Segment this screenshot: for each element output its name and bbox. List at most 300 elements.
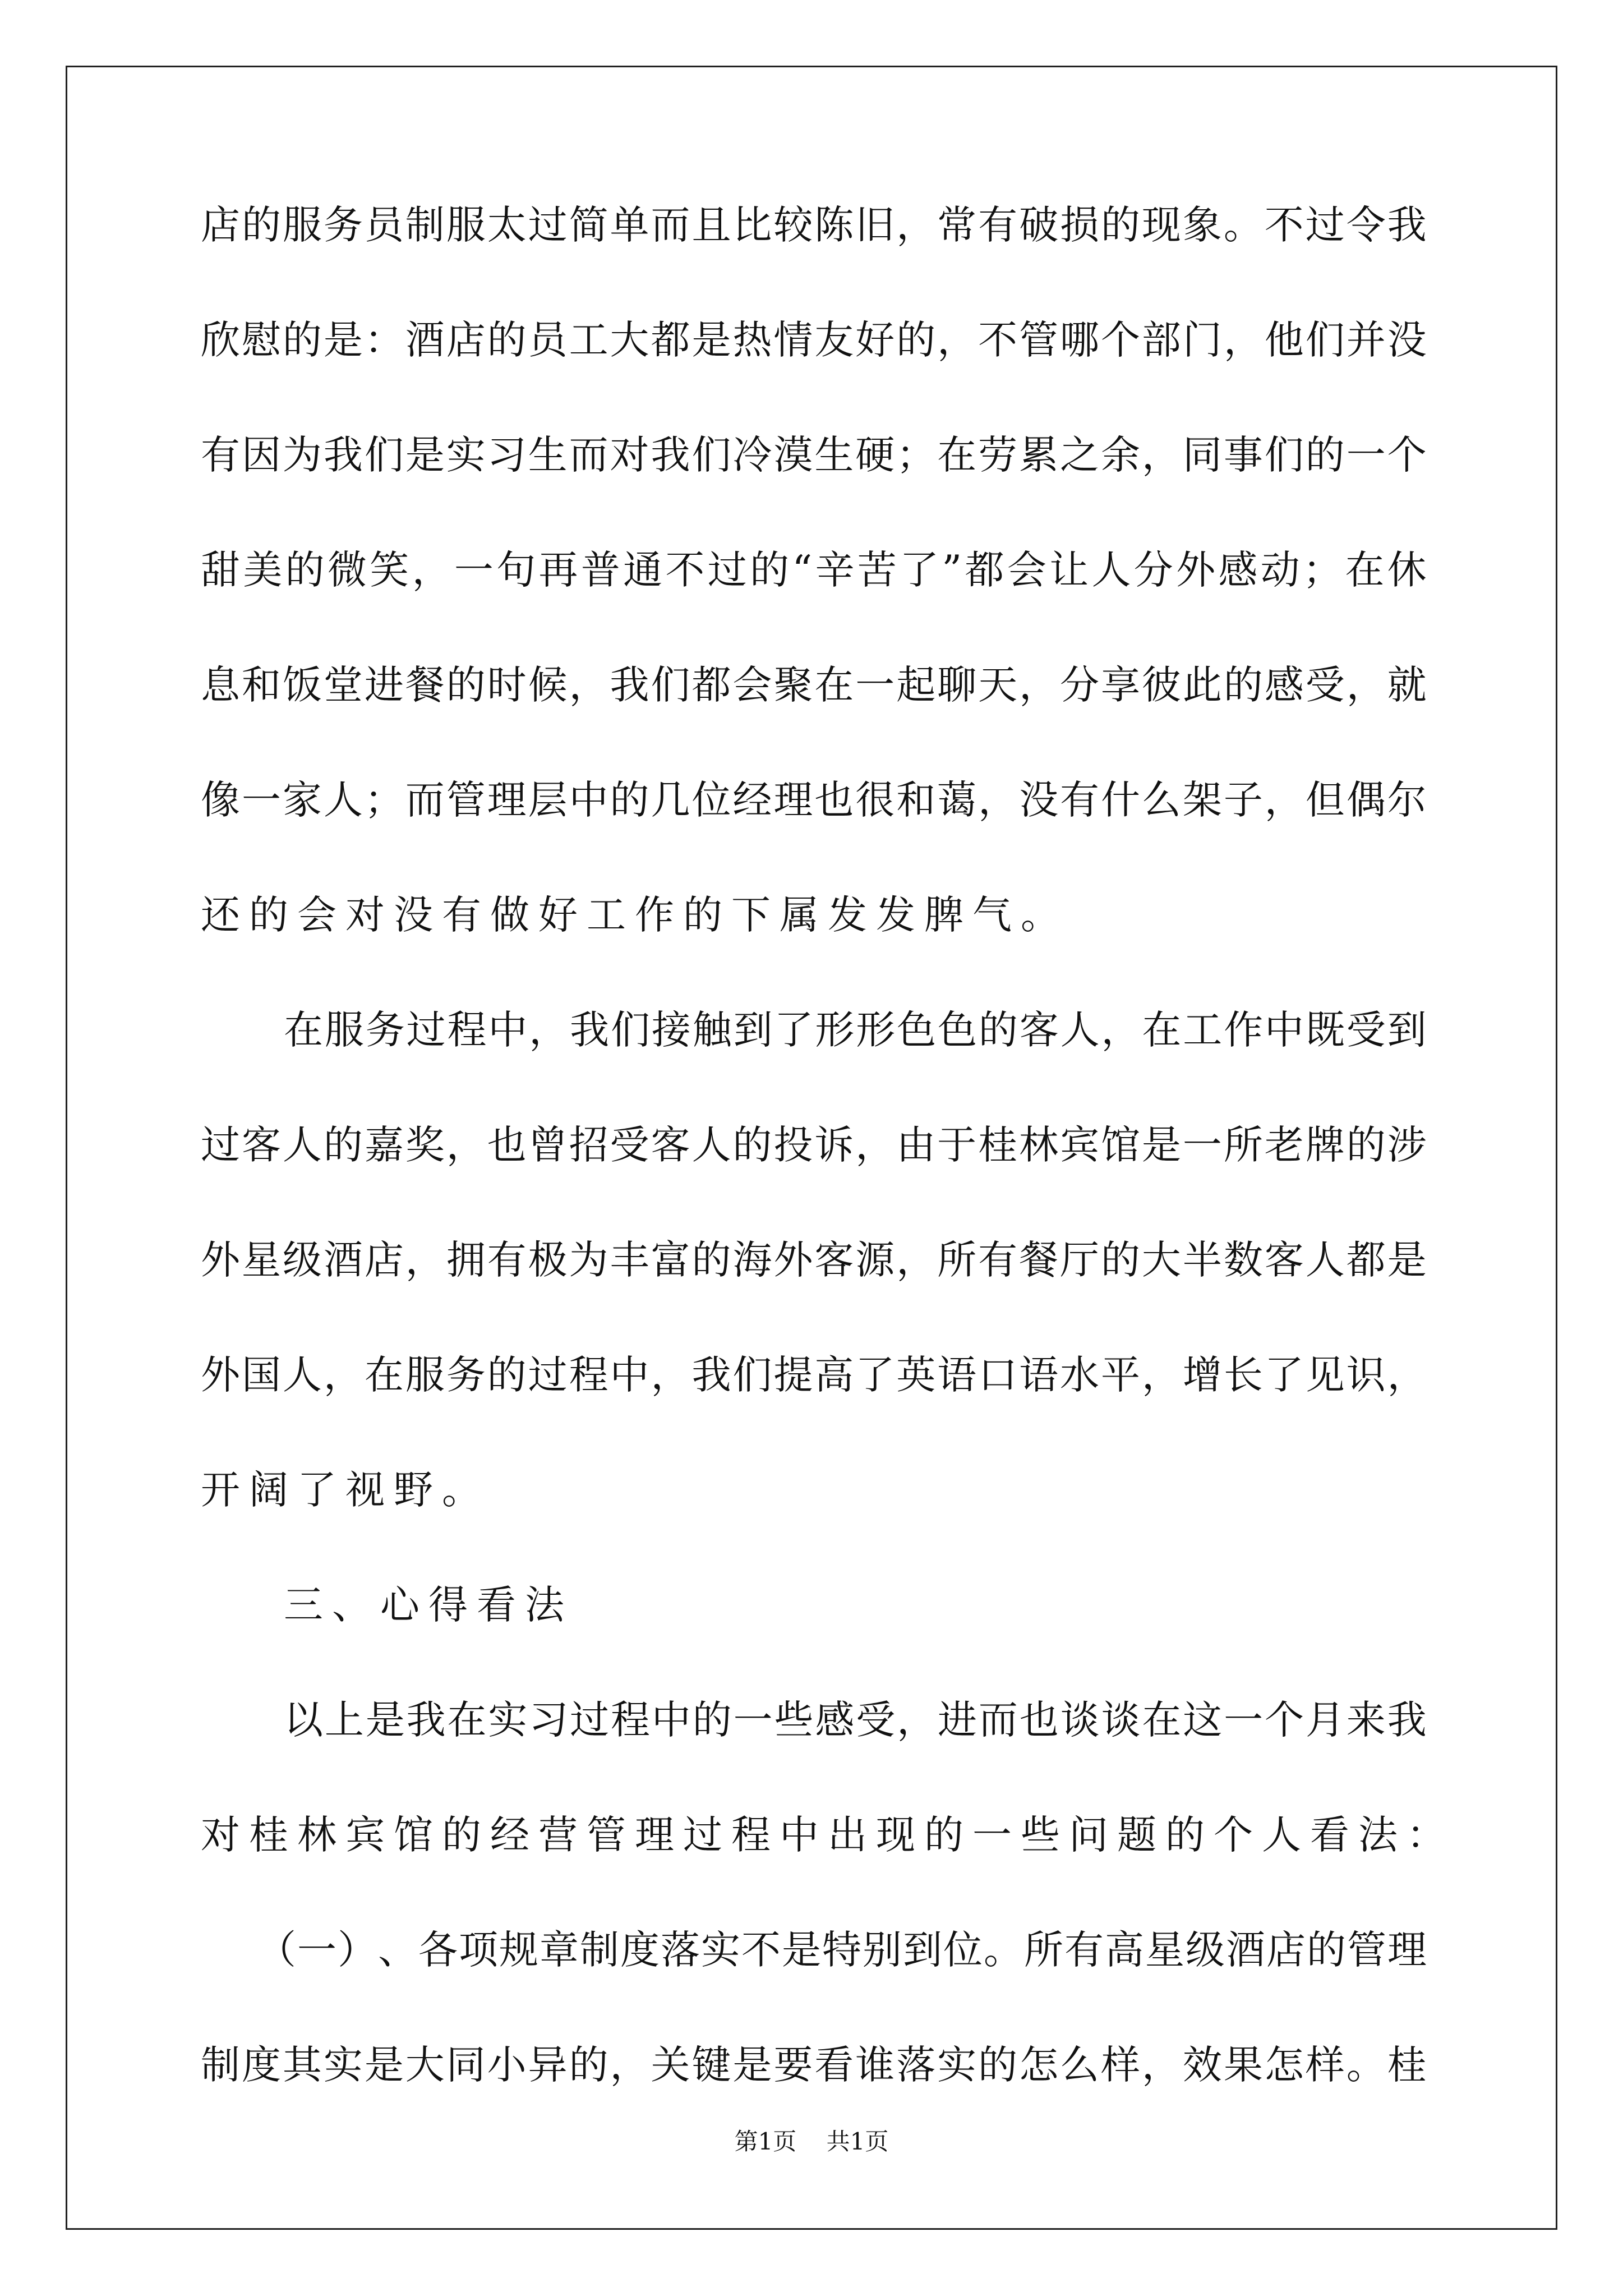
body-char: 在 <box>447 1697 487 1743</box>
body-char: 高 <box>1105 1927 1144 1973</box>
body-char: 落 <box>896 2042 936 2088</box>
body-char: 人 <box>1091 547 1131 593</box>
body-char: 所 <box>1024 1927 1063 1973</box>
body-char: 有 <box>978 1237 1018 1283</box>
body-char: 源 <box>855 1237 895 1283</box>
body-char: 了 <box>774 1007 814 1053</box>
body-line <box>201 1349 1427 1402</box>
body-line <box>201 1694 1427 1747</box>
body-char: 别 <box>863 1927 902 1973</box>
body-char: 的 <box>569 2042 608 2088</box>
body-char: 不 <box>978 317 1018 363</box>
body-char: ， <box>412 547 451 593</box>
body-char: 月 <box>1305 1697 1345 1743</box>
body-char: 由 <box>896 1122 936 1168</box>
body-char: 门 <box>1182 317 1222 363</box>
body-char: 落 <box>661 1927 700 1973</box>
body-char: 是 <box>323 317 363 363</box>
body-char: 个 <box>1265 1697 1304 1743</box>
body-char: 我 <box>323 432 363 478</box>
body-char: 中 <box>488 1007 528 1053</box>
body-char: 象 <box>1182 202 1222 248</box>
body-char: 的 <box>610 777 649 823</box>
body-char: 并 <box>1346 317 1386 363</box>
body-char: 的 <box>978 1007 1018 1053</box>
body-char: 的 <box>1100 202 1140 248</box>
body-char: 么 <box>1141 777 1181 823</box>
body-char: 情 <box>773 317 813 363</box>
body-char: 的 <box>285 547 325 593</box>
body-char: 识 <box>1346 1352 1386 1398</box>
body-char: 也 <box>1019 1697 1059 1743</box>
body-char: 而 <box>978 1697 1018 1743</box>
body-char: 苦 <box>857 547 897 593</box>
body-char: 进 <box>364 662 404 708</box>
body-char: 的 <box>446 662 486 708</box>
body-char: 在 <box>1142 1697 1182 1743</box>
body-char: 累 <box>1019 432 1059 478</box>
body-char: 太 <box>487 202 527 248</box>
body-char: 要 <box>773 2042 813 2088</box>
body-char: 了 <box>900 547 939 593</box>
body-char: 同 <box>446 2042 486 2088</box>
body-char: 也 <box>814 777 854 823</box>
body-char: 到 <box>903 1927 942 1973</box>
body-char: 过 <box>707 547 747 593</box>
body-char: 效 <box>1182 2042 1222 2088</box>
body-char: 进 <box>938 1697 977 1743</box>
body-line <box>201 1234 1427 1287</box>
body-char: 色 <box>897 1007 937 1053</box>
body-char: ， <box>610 2042 649 2088</box>
body-char: 感 <box>1264 662 1304 708</box>
body-char: 形 <box>815 1007 855 1053</box>
body-char: 起 <box>896 662 936 708</box>
body-char: ， <box>1141 432 1181 478</box>
body-char: 程 <box>569 1352 608 1398</box>
body-char: 英 <box>896 1352 936 1398</box>
body-char: 热 <box>732 317 772 363</box>
body-char: 们 <box>1264 432 1304 478</box>
body-char: 的 <box>487 317 527 363</box>
body-char: 位 <box>691 777 731 823</box>
body-char: 子 <box>1223 777 1263 823</box>
body-char: 海 <box>732 1237 772 1283</box>
body-char: 服 <box>324 1007 364 1053</box>
body-char: 有 <box>201 432 240 478</box>
body-char: 余 <box>1100 432 1140 478</box>
body-char: 在 <box>284 1007 323 1053</box>
page-number-footer: 第1页 共1页 <box>734 2128 889 2155</box>
body-char: 不 <box>1264 202 1304 248</box>
body-char: 像 <box>201 777 240 823</box>
body-char: 提 <box>773 1352 813 1398</box>
body-char: 什 <box>1100 777 1140 823</box>
body-char: 度 <box>620 1927 660 1973</box>
body-char: 常 <box>937 202 977 248</box>
body-char: 时 <box>487 662 527 708</box>
body-char: 务 <box>446 1352 486 1398</box>
body-char: 店 <box>1266 1927 1306 1973</box>
body-char: 在 <box>937 432 977 478</box>
body-char: 平 <box>1100 1352 1140 1398</box>
body-char: 一 <box>855 662 895 708</box>
body-char: 客 <box>651 1122 690 1168</box>
body-char: 谈 <box>1060 1697 1100 1743</box>
body-char: 、 <box>378 1927 417 1973</box>
body-char: 我 <box>651 432 690 478</box>
body-char: ， <box>446 1122 486 1168</box>
body-char: 旧 <box>855 202 895 248</box>
body-char: 了 <box>855 1352 895 1398</box>
body-line: 开阔了视野。 <box>201 1467 490 1513</box>
body-char: 所 <box>1223 1122 1263 1168</box>
body-char: 店 <box>201 202 240 248</box>
body-char: 的 <box>487 1352 527 1398</box>
body-char: 们 <box>651 662 690 708</box>
body-char: 位 <box>943 1927 983 1973</box>
body-char: 而 <box>405 777 445 823</box>
body-char: 的 <box>1305 432 1345 478</box>
body-char: 单 <box>610 202 649 248</box>
body-char: 果 <box>1223 2042 1263 2088</box>
body-char: 的 <box>750 547 790 593</box>
body-char: 过 <box>1305 202 1345 248</box>
body-char: 人 <box>691 1122 731 1168</box>
body-char: 口 <box>978 1352 1018 1398</box>
body-char: 到 <box>1387 1007 1427 1053</box>
body-char: 奖 <box>405 1122 445 1168</box>
body-char: 普 <box>580 547 620 593</box>
body-char: ， <box>1101 1007 1141 1053</box>
body-char: 经 <box>732 777 772 823</box>
body-char: 来 <box>1346 1697 1386 1743</box>
body-char: 半 <box>1182 1237 1222 1283</box>
body-char: ， <box>569 662 608 708</box>
body-char: 作 <box>1224 1007 1264 1053</box>
body-char: 偶 <box>1346 777 1386 823</box>
body-char: 令 <box>1346 202 1386 248</box>
body-char: 理 <box>1387 1927 1427 1973</box>
body-char: 是 <box>782 1927 821 1973</box>
body-char: 。 <box>1346 2042 1386 2088</box>
body-char: 酒 <box>405 317 445 363</box>
body-char: 生 <box>528 432 568 478</box>
body-char: ， <box>1223 317 1263 363</box>
body-char: 管 <box>1347 1927 1386 1973</box>
body-char: 中 <box>651 1697 691 1743</box>
body-char: 分 <box>1133 547 1173 593</box>
body-char: 我 <box>1387 202 1427 248</box>
body-char: 动 <box>1260 547 1300 593</box>
body-char: 过 <box>201 1122 240 1168</box>
body-char: 的 <box>241 202 281 248</box>
body-char: 这 <box>1183 1697 1223 1743</box>
body-char: 一 <box>454 547 494 593</box>
body-char: 的 <box>978 2042 1018 2088</box>
body-char: 的 <box>691 1237 731 1283</box>
body-line <box>201 774 1427 827</box>
body-line <box>201 544 1427 597</box>
body-char: 冷 <box>732 432 772 478</box>
body-char: 服 <box>282 202 322 248</box>
body-char: 员 <box>364 202 404 248</box>
body-char: 实 <box>323 2042 363 2088</box>
body-char: 么 <box>1060 2042 1100 2088</box>
body-char: 们 <box>364 432 404 478</box>
body-char: 都 <box>651 317 690 363</box>
body-char: 会 <box>732 662 772 708</box>
section-heading: 三、心得看法 <box>284 1582 573 1628</box>
body-char: 程 <box>611 1697 650 1743</box>
body-char: 的 <box>1100 1237 1140 1283</box>
body-char: 桂 <box>1387 2042 1427 2088</box>
body-char: 管 <box>1019 317 1059 363</box>
body-char: 同 <box>1182 432 1222 478</box>
body-char: 尔 <box>1387 777 1427 823</box>
body-char: 损 <box>1060 202 1100 248</box>
body-char: 务 <box>323 202 363 248</box>
body-char: 的 <box>1223 662 1263 708</box>
body-char: 丰 <box>610 1237 649 1283</box>
body-char: 我 <box>610 662 649 708</box>
body-char: 实 <box>446 432 486 478</box>
body-char: ， <box>1141 2042 1181 2088</box>
body-char: 生 <box>814 432 854 478</box>
body-char: ， <box>1387 1352 1427 1398</box>
body-char: 通 <box>623 547 663 593</box>
body-char: 们 <box>691 432 731 478</box>
body-char: 外 <box>773 1237 813 1283</box>
body-char: 服 <box>405 1352 445 1398</box>
body-char: 受 <box>856 1697 896 1743</box>
body-char: ， <box>855 1122 895 1168</box>
body-char: 异 <box>528 2042 568 2088</box>
body-char: 见 <box>1305 1352 1345 1398</box>
body-char: 度 <box>241 2042 281 2088</box>
body-char: 会 <box>1007 547 1046 593</box>
body-char: 有 <box>1060 777 1100 823</box>
body-char: ） <box>338 1927 377 1973</box>
body-line <box>201 1004 1427 1057</box>
body-char: 陈 <box>814 202 854 248</box>
body-char: ； <box>896 432 936 478</box>
body-char: ； <box>1303 547 1343 593</box>
body-char: 接 <box>651 1007 691 1053</box>
body-char: 比 <box>732 202 772 248</box>
body-char: 人 <box>1305 1237 1345 1283</box>
body-char: ， <box>1019 662 1059 708</box>
body-char: 美 <box>243 547 283 593</box>
body-char: 长 <box>1223 1352 1263 1398</box>
body-char: ， <box>897 1697 937 1743</box>
body-char: 人 <box>1060 1007 1100 1053</box>
body-char: 和 <box>896 777 936 823</box>
body-char: 制 <box>405 202 445 248</box>
body-char: 是 <box>691 317 731 363</box>
body-char: 感 <box>1218 547 1258 593</box>
body-char: ： <box>364 317 404 363</box>
body-char: 客 <box>814 1237 854 1283</box>
body-char: 部 <box>1141 317 1181 363</box>
body-char: 外 <box>1176 547 1216 593</box>
body-char: 富 <box>651 1237 690 1283</box>
body-char: 为 <box>569 1237 608 1283</box>
body-char: 饭 <box>282 662 322 708</box>
body-char: 一 <box>297 1927 336 1973</box>
body-char: 到 <box>733 1007 773 1053</box>
body-char: 的 <box>1346 1122 1386 1168</box>
body-char: 天 <box>978 662 1018 708</box>
body-char: 好 <box>855 317 895 363</box>
body-char: 聚 <box>773 662 813 708</box>
body-char: ， <box>529 1007 569 1053</box>
body-char: 息 <box>201 662 240 708</box>
body-char: 没 <box>1019 777 1059 823</box>
body-char: 事 <box>1223 432 1263 478</box>
body-char: 中 <box>569 777 608 823</box>
body-char: 再 <box>538 547 578 593</box>
body-char: 哪 <box>1060 317 1100 363</box>
body-char: 笑 <box>370 547 409 593</box>
body-char: 人 <box>323 777 363 823</box>
body-char: 候 <box>528 662 568 708</box>
body-char: 高 <box>814 1352 854 1398</box>
body-char: 馆 <box>1100 1122 1140 1168</box>
body-char: 级 <box>1186 1927 1225 1973</box>
body-char: 友 <box>814 317 854 363</box>
body-char: 实 <box>937 2042 977 2088</box>
body-char: 一 <box>1182 1122 1222 1168</box>
body-char: 在 <box>1345 547 1385 593</box>
body-char: 牌 <box>1305 1122 1345 1168</box>
body-char: 实 <box>701 1927 740 1973</box>
body-char: 过 <box>570 1697 610 1743</box>
body-char: 蔼 <box>937 777 977 823</box>
body-char: 客 <box>241 1122 281 1168</box>
body-char: 务 <box>365 1007 405 1053</box>
body-char: 我 <box>691 1352 731 1398</box>
body-char: 理 <box>487 777 527 823</box>
body-char: 劳 <box>978 432 1018 478</box>
body-line <box>201 1924 1427 1977</box>
body-char: 既 <box>1305 1007 1345 1053</box>
body-char: ， <box>651 1352 690 1398</box>
body-char: 招 <box>569 1122 608 1168</box>
body-char: 制 <box>580 1927 619 1973</box>
body-char: 也 <box>487 1122 527 1168</box>
body-char: 数 <box>1223 1237 1263 1283</box>
body-char: 诉 <box>814 1122 854 1168</box>
body-char: 有 <box>978 202 1018 248</box>
body-char: 店 <box>364 1237 404 1283</box>
body-char: 都 <box>691 662 731 708</box>
body-char: 就 <box>1387 662 1427 708</box>
body-char: 甜 <box>201 547 240 593</box>
body-char: 宾 <box>1060 1122 1100 1168</box>
body-line <box>201 199 1427 252</box>
body-char: 不 <box>741 1927 781 1973</box>
body-char: 他 <box>1264 317 1304 363</box>
body-char: 各 <box>418 1927 458 1973</box>
body-char: 是 <box>732 2042 772 2088</box>
body-char: 而 <box>651 202 690 248</box>
body-char: 是 <box>1141 1122 1181 1168</box>
body-line <box>201 429 1427 482</box>
body-char: 此 <box>1182 662 1222 708</box>
body-char: 所 <box>937 1237 977 1283</box>
body-char: 的 <box>1307 1927 1346 1973</box>
body-char: 个 <box>1100 317 1140 363</box>
body-char: 规 <box>499 1927 538 1973</box>
body-char: 怎 <box>1019 2042 1059 2088</box>
body-char: 涉 <box>1387 1122 1427 1168</box>
body-line: 对桂林宾馆的经营管理过程中出现的一些问题的个人看法： <box>201 1812 1455 1858</box>
body-char: ” <box>942 547 962 593</box>
body-char: 的 <box>732 1122 772 1168</box>
body-char: 曾 <box>528 1122 568 1168</box>
body-char: 都 <box>965 547 1004 593</box>
body-char: 慰 <box>241 317 281 363</box>
body-char: 一 <box>1346 432 1386 478</box>
body-char: 中 <box>1265 1007 1304 1053</box>
body-char: 们 <box>611 1007 650 1053</box>
body-char: 大 <box>1141 1237 1181 1283</box>
body-char: 外 <box>201 1352 240 1398</box>
body-char: 极 <box>528 1237 568 1283</box>
body-char: 级 <box>282 1237 322 1283</box>
body-line <box>201 2039 1427 2092</box>
body-char: 嘉 <box>364 1122 404 1168</box>
body-char: ， <box>323 1352 363 1398</box>
body-char: 星 <box>241 1237 281 1283</box>
body-char: 习 <box>529 1697 569 1743</box>
body-char: 员 <box>528 317 568 363</box>
body-char: ， <box>896 1237 936 1283</box>
body-char: 欣 <box>201 317 240 363</box>
document-body <box>201 199 1455 2088</box>
body-char: 破 <box>1019 202 1059 248</box>
body-char: 管 <box>446 777 486 823</box>
body-char: 外 <box>201 1237 240 1283</box>
body-char: 触 <box>692 1007 732 1053</box>
body-char: 其 <box>282 2042 322 2088</box>
body-char: 桂 <box>978 1122 1018 1168</box>
body-line <box>201 314 1427 367</box>
body-char: 很 <box>855 777 895 823</box>
body-char: 较 <box>773 202 813 248</box>
body-char: （ <box>257 1927 296 1973</box>
body-char: 不 <box>665 547 705 593</box>
body-char: 在 <box>1142 1007 1182 1053</box>
body-char: 些 <box>774 1697 814 1743</box>
body-char: 大 <box>610 317 649 363</box>
body-char: 我 <box>406 1697 446 1743</box>
body-char: 辛 <box>815 547 855 593</box>
body-char: 谁 <box>855 2042 895 2088</box>
body-char: 拥 <box>446 1237 486 1283</box>
body-char: 对 <box>610 432 649 478</box>
body-char: 关 <box>651 2042 690 2088</box>
body-char: 受 <box>1346 1007 1386 1053</box>
body-char: 的 <box>282 317 322 363</box>
body-char: 形 <box>856 1007 896 1053</box>
body-char: ， <box>1141 1352 1181 1398</box>
body-char: ， <box>937 317 977 363</box>
body-char: 而 <box>569 432 608 478</box>
body-char: 在 <box>364 1352 404 1398</box>
body-char: 特 <box>822 1927 861 1973</box>
